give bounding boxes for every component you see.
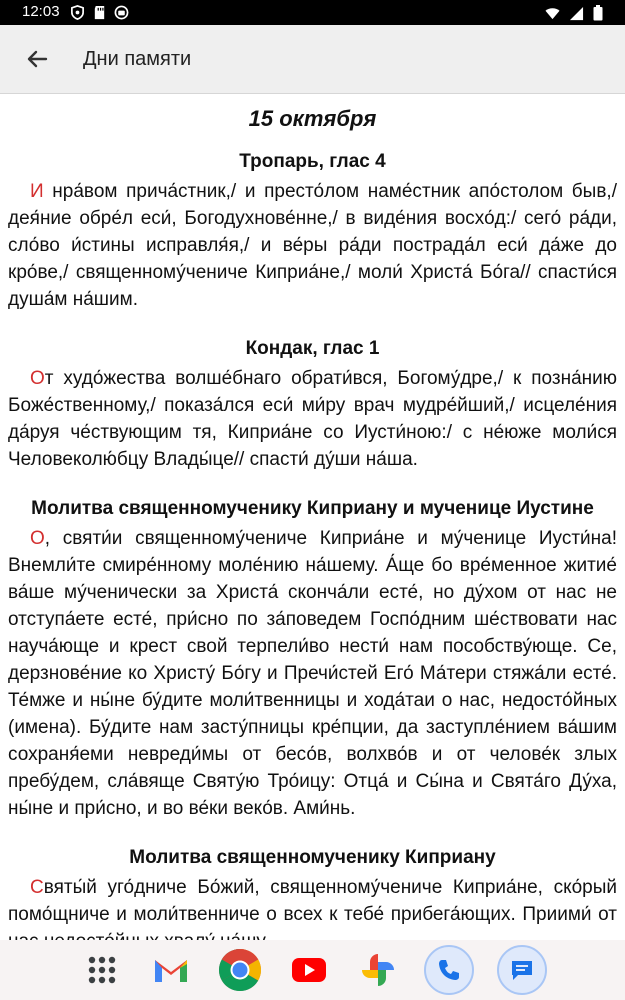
app-drawer-icon[interactable] [79, 947, 125, 993]
section-title-kontakion: Кондак, глас 1 [245, 338, 380, 359]
signal-icon [569, 6, 584, 21]
content-scroll[interactable] [0, 94, 625, 940]
photos-icon[interactable] [355, 947, 401, 993]
messages-icon[interactable] [497, 945, 547, 995]
paragraph-text: т худо́жества волше́бнаго обрати́вся, Богому́дре,/ к позна́нию Боже́ственному,/ показа́лся еси́ ми́ру врач мудре́йший,/ исцеле́ния да́руя че́ствующим тя, Киприа́не со Иусти́ною:/ с не́юже моли́ся Человеколю́бцу Влады́це// спасти́ ду́ши на́ша. [8, 368, 617, 470]
wifi-icon [545, 6, 560, 21]
initial-letter: О [30, 368, 45, 389]
section-title-troparion: Тропарь, глас 4 [239, 151, 386, 172]
status-bar [0, 0, 625, 25]
paragraph-text: вяты́й уго́дниче Бо́жий, священному́чениче Киприа́не, ско́рый помо́щниче и моли́твенниче о всех к тебе́ прибега́ющих. Приими́ от [8, 877, 617, 925]
phone-icon[interactable] [424, 945, 474, 995]
paragraph-text: , святи́и священному́чениче Киприа́не и му́ченице Иусти́на! Внемли́те смире́нному моле́нию на́шему. А́ще бо вре́менное житие́ ва́ше му́ченически за Христа́ сконча́ли есте́, но ду́хом от нас не отступа́ете есте́, при́сно по за́поведем Госпо́дним ше́ствовати нас науча́юще и крест свой терпели́во нести́ нам пособству́юще. Се, дерзнове́ние ко Христу́ Бо́гу и Пречи́стей Его́ Ма́тери стяжа́ли есте́. Те́мже и ны́не бу́дите моли́твенницы и хода́таи о нас, недосто́йных (имена). Бу́дите нам засту́пницы кре́пции, да заступле́нием ва́шим сохраня́еми невреди́мы от бесо́в, волхво́в и от челове́к злых пребу́дем, сла́вяще Святу́ю Тро́ицу: Отца́ и Сы́на и Свята́го Ду́ха, ны́не и при́сно, и во ве́ки веко́в. Ами́нь. [8, 528, 617, 819]
shield-icon [70, 5, 85, 20]
app-bar [0, 25, 625, 94]
gmail-icon[interactable] [148, 947, 194, 993]
kontakion-text [8, 365, 617, 473]
section-title-prayer-1: Молитва священномученику Киприану и мученице Иустине [31, 498, 594, 519]
battery-icon [593, 5, 603, 21]
circle-app-icon [114, 5, 129, 20]
youtube-icon[interactable] [286, 947, 332, 993]
arrow-back-icon[interactable] [22, 46, 52, 72]
troparion-text [8, 178, 617, 313]
status-left-icons [70, 5, 129, 20]
app-dock [0, 945, 625, 995]
prayer-1-text [8, 525, 617, 822]
initial-letter: И [30, 181, 44, 202]
status-right-icons [545, 5, 603, 21]
sd-card-icon [92, 5, 107, 20]
chrome-icon[interactable] [217, 947, 263, 993]
page-title: Дни памяти [83, 48, 192, 70]
initial-letter: С [30, 877, 44, 898]
section-title-prayer-2: Молитва священномученику Киприану [129, 847, 496, 868]
status-time: 12:03 [22, 3, 60, 20]
initial-letter: О [30, 528, 45, 549]
date-heading: 15 октября [248, 106, 377, 131]
paragraph-text: нра́вом прича́стник,/ и престо́лом наме́стник апо́столом быв,/ дея́ние обре́л еси́, Богодухнове́нне,/ в виде́ния восхо́д:/ сего́ ра́ди, сло́во и́стины исправля́я,/ и ве́ры ра́ди пострада́л еси́ да́же до кро́ве,/ священному́чениче Киприа́не,/ моли́ Христа́ Бо́га// спасти́ся душа́м на́шим. [8, 181, 617, 310]
